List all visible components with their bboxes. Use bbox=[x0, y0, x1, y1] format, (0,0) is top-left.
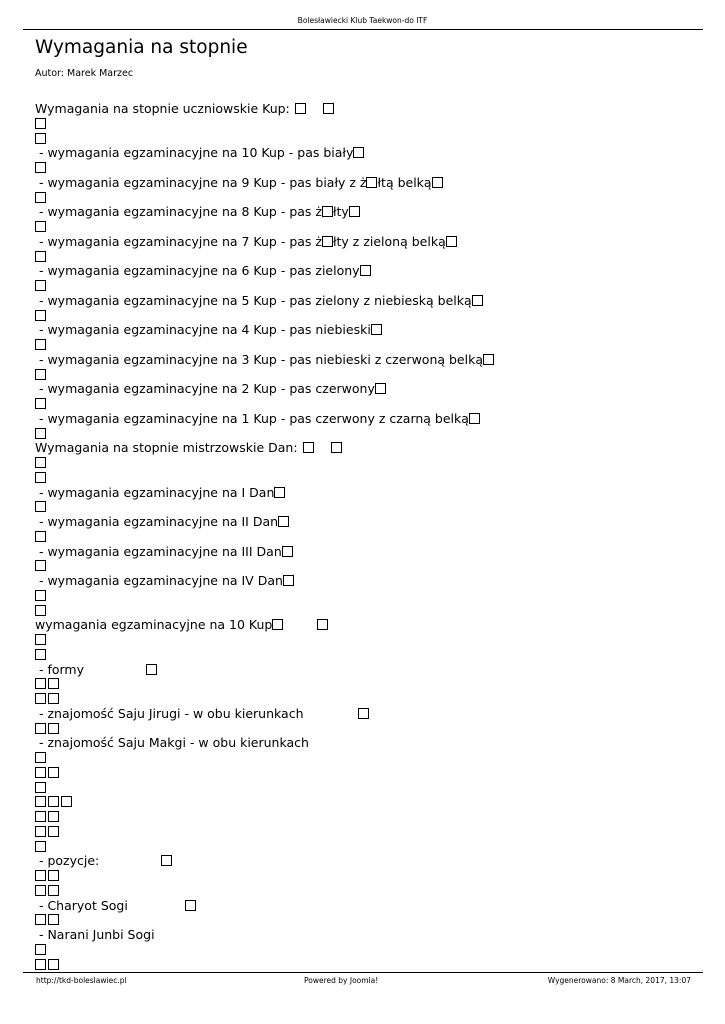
placeholder-box-icon bbox=[35, 649, 46, 660]
line-text: - wymagania egzaminacyjne na 4 Kup - pas niebieski bbox=[35, 322, 371, 338]
placeholder-box-group bbox=[35, 368, 46, 382]
placeholder-box-group bbox=[360, 264, 371, 278]
placeholder-box-icon bbox=[278, 516, 289, 527]
placeholder-line bbox=[35, 161, 46, 175]
placeholder-box-group bbox=[35, 633, 46, 647]
placeholder-box-icon bbox=[283, 575, 294, 586]
placeholder-box-icon bbox=[35, 605, 46, 616]
placeholder-box-icon bbox=[35, 914, 46, 925]
line-text-tail: łty z zieloną belką bbox=[332, 233, 446, 249]
placeholder-line bbox=[35, 633, 46, 647]
placeholder-line bbox=[35, 958, 59, 972]
line-text: - znajomość Saju Makgi - w obu kierunkach bbox=[35, 735, 309, 751]
placeholder-box-icon bbox=[35, 398, 46, 409]
placeholder-box-icon bbox=[35, 693, 46, 704]
placeholder-box-icon bbox=[349, 206, 360, 217]
placeholder-box-group bbox=[35, 722, 59, 736]
placeholder-box-group bbox=[35, 840, 46, 854]
placeholder-box-icon bbox=[282, 546, 293, 557]
placeholder-box-icon bbox=[322, 236, 333, 247]
text-line bbox=[35, 323, 382, 337]
placeholder-line bbox=[35, 559, 46, 573]
placeholder-line bbox=[35, 677, 59, 691]
placeholder-box-icon bbox=[472, 295, 483, 306]
text-line bbox=[35, 441, 342, 455]
placeholder-box-group bbox=[35, 530, 46, 544]
line-text-tail: łtą belką bbox=[377, 174, 432, 190]
placeholder-box-group bbox=[375, 382, 386, 396]
placeholder-line bbox=[35, 397, 46, 411]
placeholder-box-group bbox=[35, 338, 46, 352]
placeholder-box-icon bbox=[35, 870, 46, 881]
placeholder-line bbox=[35, 766, 59, 780]
placeholder-box-group bbox=[35, 884, 59, 898]
placeholder-box-icon bbox=[35, 634, 46, 645]
text-line bbox=[35, 854, 172, 868]
placeholder-line bbox=[35, 722, 59, 736]
placeholder-box-group bbox=[366, 176, 377, 190]
placeholder-box-group bbox=[35, 456, 46, 470]
text-line bbox=[35, 205, 360, 219]
text-line bbox=[35, 663, 157, 677]
placeholder-box-icon bbox=[446, 236, 457, 247]
placeholder-box-icon bbox=[35, 811, 46, 822]
placeholder-box-icon bbox=[35, 752, 46, 763]
text-line bbox=[35, 736, 309, 750]
placeholder-box-group bbox=[35, 250, 46, 264]
placeholder-box-icon bbox=[353, 147, 364, 158]
line-text: Wymagania na stopnie uczniowskie Kup: bbox=[35, 101, 290, 116]
placeholder-line bbox=[35, 751, 46, 765]
placeholder-box-icon bbox=[48, 885, 59, 896]
placeholder-line bbox=[35, 309, 46, 323]
placeholder-box-icon bbox=[35, 310, 46, 321]
placeholder-line bbox=[35, 825, 59, 839]
text-line bbox=[35, 294, 483, 308]
placeholder-line bbox=[35, 781, 46, 795]
placeholder-box-icon bbox=[35, 162, 46, 173]
placeholder-box-icon bbox=[274, 487, 285, 498]
placeholder-box-icon bbox=[35, 560, 46, 571]
placeholder-box-icon bbox=[35, 841, 46, 852]
placeholder-box-group bbox=[35, 279, 46, 293]
placeholder-box-icon bbox=[317, 619, 328, 630]
placeholder-line bbox=[35, 943, 46, 957]
author-line: Autor: Marek Marzec bbox=[35, 68, 134, 79]
line-text: - wymagania egzaminacyjne na 6 Kup - pas zielony bbox=[35, 263, 360, 279]
placeholder-box-group bbox=[35, 132, 46, 146]
placeholder-box-group bbox=[349, 205, 360, 219]
placeholder-box-group bbox=[35, 397, 46, 411]
line-text: - pozycje: bbox=[35, 853, 100, 869]
placeholder-box-icon bbox=[35, 782, 46, 793]
placeholder-box-icon bbox=[35, 428, 46, 439]
placeholder-box-group bbox=[35, 781, 46, 795]
placeholder-box-icon bbox=[35, 339, 46, 350]
line-text-tail: łty bbox=[332, 204, 349, 220]
placeholder-box-group bbox=[35, 427, 46, 441]
placeholder-box-group bbox=[35, 869, 59, 883]
placeholder-box-icon bbox=[35, 767, 46, 778]
placeholder-box-group bbox=[35, 589, 46, 603]
line-text: - Charyot Sogi bbox=[35, 897, 128, 913]
placeholder-box-group bbox=[35, 692, 59, 706]
placeholder-box-icon bbox=[48, 914, 59, 925]
placeholder-line bbox=[35, 869, 59, 883]
placeholder-box-group bbox=[35, 810, 59, 824]
text-line bbox=[35, 545, 293, 559]
placeholder-box-icon bbox=[61, 796, 72, 807]
placeholder-line bbox=[35, 648, 46, 662]
footer-powered: Powered by Joomla! bbox=[304, 976, 379, 985]
placeholder-box-group bbox=[446, 235, 457, 249]
placeholder-box-icon bbox=[146, 664, 157, 675]
placeholder-box-icon bbox=[48, 870, 59, 881]
line-text: Wymagania na stopnie mistrzowskie Dan: bbox=[35, 440, 298, 456]
placeholder-line bbox=[35, 530, 46, 544]
placeholder-line bbox=[35, 810, 59, 824]
text-line bbox=[35, 928, 155, 942]
line-text: - wymagania egzaminacyjne na 1 Kup - pas czerwony z czarną belką bbox=[35, 410, 469, 426]
placeholder-box-icon bbox=[323, 103, 334, 114]
placeholder-box-group bbox=[282, 545, 293, 559]
placeholder-box-group bbox=[317, 618, 328, 632]
placeholder-box-group bbox=[35, 648, 46, 662]
placeholder-box-group bbox=[35, 117, 46, 131]
placeholder-box-group bbox=[35, 309, 46, 323]
footer-url[interactable]: http://tkd-boleslawiec.pl bbox=[36, 976, 127, 985]
line-text: - znajomość Saju Jirugi - w obu kierunkach bbox=[35, 705, 304, 721]
placeholder-box-group bbox=[469, 412, 480, 426]
placeholder-box-group bbox=[35, 604, 46, 618]
placeholder-line bbox=[35, 368, 46, 382]
line-text: - wymagania egzaminacyjne na IV Dan bbox=[35, 573, 283, 588]
text-line bbox=[35, 515, 289, 529]
placeholder-box-group bbox=[322, 235, 333, 249]
placeholder-box-group bbox=[371, 323, 382, 337]
placeholder-box-group bbox=[283, 574, 294, 588]
placeholder-box-icon bbox=[35, 221, 46, 232]
line-text: - wymagania egzaminacyjne na III Dan bbox=[35, 543, 282, 559]
placeholder-box-group bbox=[35, 751, 46, 765]
placeholder-box-icon bbox=[35, 501, 46, 512]
placeholder-box-icon bbox=[35, 472, 46, 483]
placeholder-line bbox=[35, 500, 46, 514]
placeholder-box-group bbox=[432, 176, 443, 190]
placeholder-box-icon bbox=[48, 693, 59, 704]
placeholder-box-icon bbox=[295, 103, 306, 114]
line-text: - wymagania egzaminacyjne na II Dan bbox=[35, 514, 279, 529]
placeholder-box-group bbox=[35, 471, 46, 485]
placeholder-box-icon bbox=[483, 354, 494, 365]
placeholder-box-icon bbox=[303, 442, 314, 453]
placeholder-line bbox=[35, 795, 72, 809]
placeholder-box-icon bbox=[35, 369, 46, 380]
line-text: - wymagania egzaminacyjne na 3 Kup - pas niebieski z czerwoną belką bbox=[35, 351, 483, 367]
placeholder-box-icon bbox=[48, 723, 59, 734]
text-line bbox=[35, 486, 285, 500]
placeholder-box-group bbox=[358, 707, 369, 721]
placeholder-box-icon bbox=[185, 900, 196, 911]
text-line bbox=[35, 264, 371, 278]
placeholder-box-icon bbox=[35, 723, 46, 734]
placeholder-box-icon bbox=[48, 959, 59, 970]
placeholder-box-group bbox=[35, 913, 59, 927]
placeholder-box-group bbox=[35, 559, 46, 573]
placeholder-box-group bbox=[274, 486, 285, 500]
placeholder-box-group bbox=[483, 353, 494, 367]
placeholder-box-group bbox=[161, 854, 172, 868]
placeholder-box-group bbox=[35, 958, 59, 972]
placeholder-box-icon bbox=[48, 796, 59, 807]
text-line bbox=[35, 353, 494, 367]
placeholder-box-group bbox=[146, 663, 157, 677]
line-text: - wymagania egzaminacyjne na 5 Kup - pas zielony z niebieską belką bbox=[35, 292, 472, 308]
placeholder-box-icon bbox=[48, 811, 59, 822]
placeholder-box-group bbox=[185, 899, 196, 913]
line-text: - wymagania egzaminacyjne na 8 Kup - pas ż bbox=[35, 204, 322, 220]
placeholder-box-icon bbox=[469, 413, 480, 424]
placeholder-box-icon bbox=[360, 265, 371, 276]
line-text: - formy bbox=[35, 661, 84, 677]
page-title: Wymagania na stopnie bbox=[35, 37, 248, 58]
placeholder-box-icon bbox=[358, 708, 369, 719]
placeholder-box-icon bbox=[35, 885, 46, 896]
placeholder-line bbox=[35, 604, 46, 618]
placeholder-box-group bbox=[35, 825, 59, 839]
placeholder-box-group bbox=[35, 677, 59, 691]
text-line bbox=[35, 618, 328, 632]
placeholder-line bbox=[35, 913, 59, 927]
placeholder-box-icon bbox=[35, 251, 46, 262]
placeholder-box-group bbox=[35, 943, 46, 957]
placeholder-line bbox=[35, 471, 46, 485]
placeholder-box-group bbox=[295, 102, 306, 116]
placeholder-box-icon bbox=[366, 177, 377, 188]
placeholder-box-group bbox=[272, 618, 283, 632]
placeholder-line bbox=[35, 692, 59, 706]
placeholder-box-group bbox=[35, 220, 46, 234]
placeholder-box-icon bbox=[35, 944, 46, 955]
text-line bbox=[35, 146, 364, 160]
placeholder-box-group bbox=[322, 205, 333, 219]
placeholder-box-group bbox=[35, 500, 46, 514]
line-text: wymagania egzaminacyjne na 10 Kup bbox=[35, 617, 273, 633]
placeholder-box-group bbox=[303, 441, 314, 455]
placeholder-line bbox=[35, 117, 46, 131]
placeholder-line bbox=[35, 427, 46, 441]
placeholder-box-icon bbox=[35, 133, 46, 144]
placeholder-box-icon bbox=[48, 678, 59, 689]
placeholder-box-icon bbox=[322, 206, 333, 217]
site-header: Bolesławiecki Klub Taekwon-do ITF bbox=[297, 16, 428, 25]
text-line bbox=[35, 707, 369, 721]
placeholder-box-icon bbox=[35, 280, 46, 291]
placeholder-box-icon bbox=[272, 619, 283, 630]
text-line bbox=[35, 412, 480, 426]
placeholder-line bbox=[35, 250, 46, 264]
line-text: - wymagania egzaminacyjne na 2 Kup - pas czerwony bbox=[35, 381, 375, 397]
placeholder-line bbox=[35, 132, 46, 146]
text-line bbox=[35, 235, 457, 249]
placeholder-box-icon bbox=[35, 959, 46, 970]
placeholder-line bbox=[35, 456, 46, 470]
placeholder-line bbox=[35, 884, 59, 898]
placeholder-line bbox=[35, 220, 46, 234]
placeholder-box-group bbox=[35, 161, 46, 175]
text-line bbox=[35, 102, 334, 116]
text-line bbox=[35, 899, 196, 913]
placeholder-line bbox=[35, 589, 46, 603]
line-text: - wymagania egzaminacyjne na 10 Kup - pas biały bbox=[35, 145, 354, 161]
placeholder-line bbox=[35, 338, 46, 352]
placeholder-box-group bbox=[35, 795, 72, 809]
line-text: - wymagania egzaminacyjne na 9 Kup - pas biały z ż bbox=[35, 174, 367, 190]
placeholder-line bbox=[35, 840, 46, 854]
placeholder-box-icon bbox=[432, 177, 443, 188]
placeholder-line bbox=[35, 279, 46, 293]
placeholder-box-icon bbox=[35, 678, 46, 689]
text-line bbox=[35, 176, 443, 190]
placeholder-box-icon bbox=[48, 767, 59, 778]
footer-generated: Wygenerowano: 8 March, 2017, 13:07 bbox=[547, 976, 691, 985]
placeholder-box-icon bbox=[35, 118, 46, 129]
placeholder-box-icon bbox=[331, 442, 342, 453]
footer-rule bbox=[23, 972, 703, 973]
placeholder-box-group bbox=[35, 766, 59, 780]
placeholder-box-group bbox=[331, 441, 342, 455]
line-text: - Narani Junbi Sogi bbox=[35, 927, 155, 942]
placeholder-box-icon bbox=[48, 826, 59, 837]
placeholder-box-group bbox=[353, 146, 364, 160]
placeholder-box-icon bbox=[161, 855, 172, 866]
placeholder-box-group bbox=[278, 515, 289, 529]
line-text: - wymagania egzaminacyjne na I Dan bbox=[35, 484, 275, 500]
line-text: - wymagania egzaminacyjne na 7 Kup - pas ż bbox=[35, 233, 322, 249]
placeholder-box-icon bbox=[35, 192, 46, 203]
placeholder-box-icon bbox=[35, 826, 46, 837]
header-rule bbox=[23, 29, 703, 30]
text-line bbox=[35, 574, 294, 588]
placeholder-box-icon bbox=[35, 531, 46, 542]
placeholder-box-icon bbox=[35, 590, 46, 601]
placeholder-box-group bbox=[472, 294, 483, 308]
placeholder-box-icon bbox=[371, 324, 382, 335]
placeholder-line bbox=[35, 191, 46, 205]
placeholder-box-group bbox=[35, 191, 46, 205]
placeholder-box-icon bbox=[35, 796, 46, 807]
placeholder-box-icon bbox=[375, 383, 386, 394]
text-line bbox=[35, 382, 386, 396]
placeholder-box-group bbox=[323, 102, 334, 116]
placeholder-box-icon bbox=[35, 457, 46, 468]
